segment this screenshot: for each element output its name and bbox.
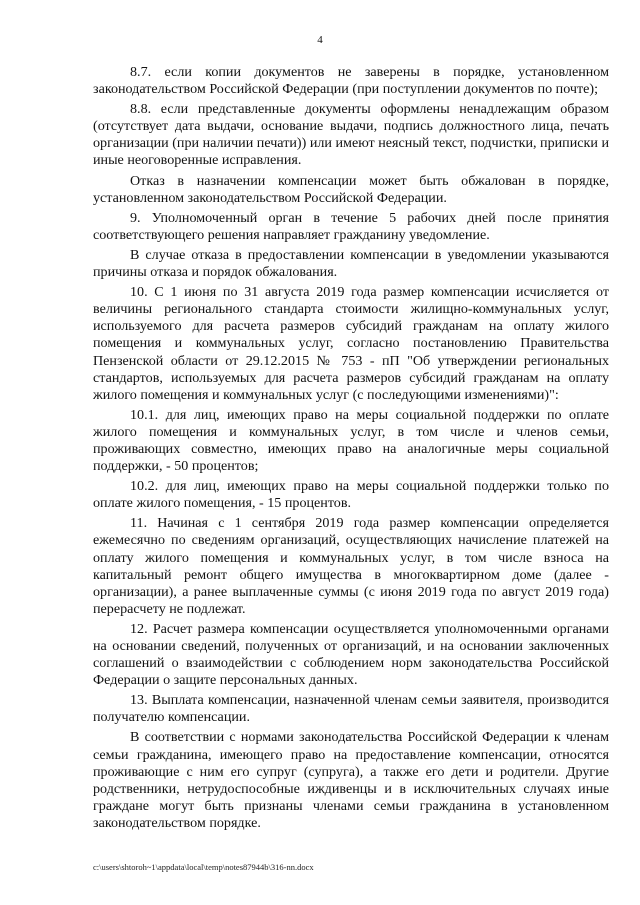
paragraph-9: 9. Уполномоченный орган в течение 5 рабочих дней после принятия соответствующего решения направляет гражданину уведомление. [93, 209, 609, 243]
paragraph-appeal: Отказ в назначении компенсации может быть обжалован в порядке, установленном законодательством Российской Федерации. [93, 172, 609, 206]
footer-file-path: c:\users\shtoroh~1\appdata\local\temp\notes87944b\316-nn.docx [93, 862, 314, 872]
paragraph-refusal-notice: В случае отказа в предоставлении компенсации в уведомлении указываются причины отказа и порядок обжалования. [93, 246, 609, 281]
paragraph-13: 13. Выплата компенсации, назначенной членам семьи заявителя, производится получателю компенсации. [93, 692, 609, 726]
paragraph-family-members: В соответствии с нормами законодательства Российской Федерации к членам семьи гражданина, имеющего право на предоставление компенсации, относятся проживающие с ним его супруг (супруга), а также его дети и родители. Другие родственники, нетрудоспособные иждивенцы и в исключительных случаях иные граждане могут быть признаны членами семьи гражданина в установленном законодательством порядке. [93, 729, 609, 831]
paragraph-10-1: 10.1. для лиц, имеющих право на меры социальной поддержки по оплате жилого помещения и коммунальных услуг, в том числе и членов семьи, проживающих совместно, имеющих право на аналогичные меры социальной поддержки, - 50 процентов; [93, 406, 609, 475]
paragraph-10: 10. С 1 июня по 31 августа 2019 года размер компенсации исчисляется от величины регионального стандарта стоимости жилищно-коммунальных услуг, используемого для расчета размеров субсидий гражданам на оплату жилого помещения и коммунальных услуг, согласно постановлению Правительства Пензенской области от 29.12.2015 № 753 - пП "Об утверждении региональных стандартов, используемых для расчета размеров субсидий гражданам на оплату жилого помещения и коммунальных услуг (с последующими изменениями)": [93, 284, 609, 403]
paragraph-12: 12. Расчет размера компенсации осуществляется уполномоченными органами на основании сведений, полученных от организаций, и на основании заключенных соглашений о взаимодействии с соблюдением норм законодательства Российской Федерации о защите персональных данных. [93, 620, 609, 689]
document-body [93, 64, 609, 835]
paragraph-8-7: 8.7. если копии документов не заверены в порядке, установленном законодательством Российской Федерации (при поступлении документов по почте); [93, 64, 609, 98]
paragraph-11: 11. Начиная с 1 сентября 2019 года размер компенсации определяется ежемесячно по сведениям организаций, осуществляющих начисление платежей на оплату жилого помещения и коммунальных услуг, в том числе взноса на капитальный ремонт общего имущества в многоквартирном доме (далее - организации), а ранее выплаченные суммы (с июня 2019 года по август 2019 года) перерасчету не подлежат. [93, 515, 609, 617]
page-number: 4 [317, 34, 323, 46]
paragraph-8-8: 8.8. если представленные документы оформлены ненадлежащим образом (отсутствует дата выдачи, основание выдачи, подпись должностного лица, печать организации (при наличии печати)) или имеют неясный текст, подчистки, приписки и иные неоговоренные исправления. [93, 101, 609, 169]
paragraph-10-2: 10.2. для лиц, имеющих право на меры социальной поддержки только по оплате жилого помещения, - 15 процентов. [93, 478, 609, 512]
